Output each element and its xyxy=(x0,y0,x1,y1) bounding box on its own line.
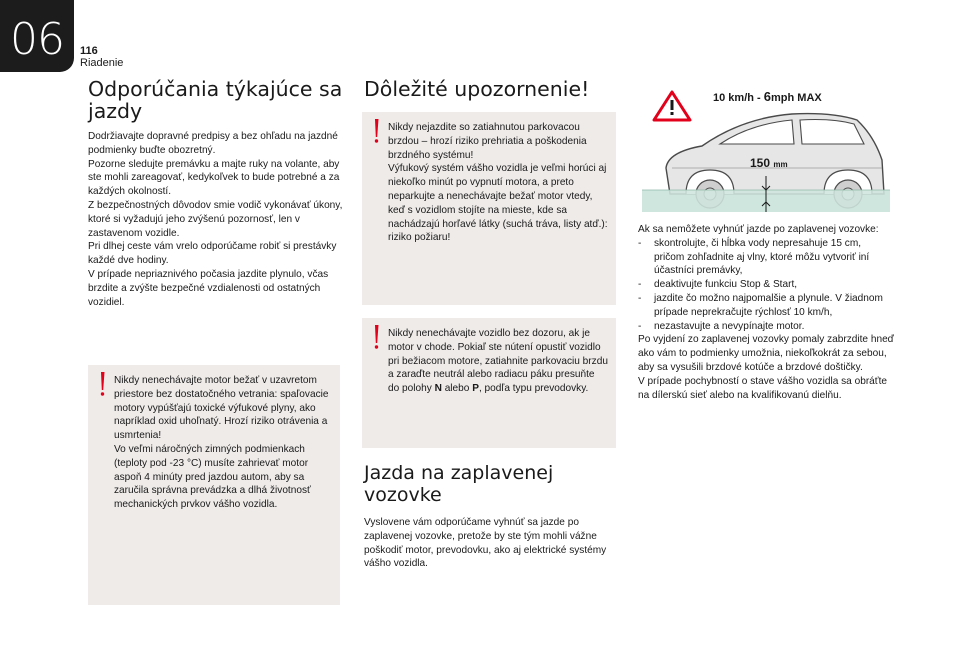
flood-illustration xyxy=(642,90,890,212)
exclamation-mark-icon xyxy=(372,118,380,144)
speed-mph-unit: mph xyxy=(771,92,795,104)
left-column xyxy=(88,78,346,309)
svg-text:10 km/h - 6mph MAX: 10 km/h - 6mph MAX xyxy=(713,90,822,104)
warning-text: Nikdy nenechávajte motor bežať v uzavretom priestore bez dostatočného vetrania: spaľovacie motory vypúšťajú toxické výfukové plyny, ako napríklad oxid uhoľnatý. Hrozí riziko otrávenia a usmrtenia! Vo veľmi náročných zimných podmienkach (teploty pod -23 °C) musíte zahrievať motor aspoň 4 minúty pred jazdou autom, aby sa zaručila správna prevádzka a dlhá životnosť mechanických prvkov vášho vozidla. xyxy=(114,375,329,511)
after-flood-text: Po vyjdení zo zaplavenej vozovky pomaly zabrzdite hneď ako vám to podmienky umožnia, niekoľkokrát za sebou, aby sa vysušili brzdové kotúče a brzdové doštičky. V prípade pochybností o stave vášho vozidla sa obráťte na dílerskú sieť alebo na kvalifikovanú dielňu. xyxy=(638,334,894,401)
warning-box-engine-enclosed xyxy=(88,365,340,605)
depth-value: 150 xyxy=(750,156,771,170)
depth-unit: mm xyxy=(773,160,788,169)
page-number: 116 xyxy=(80,45,98,57)
warning-triangle-icon xyxy=(654,92,690,120)
chapter-number: 06 xyxy=(10,14,64,65)
flood-title: Jazda na zaplavenej vozovke xyxy=(364,462,554,506)
exclamation-mark-icon xyxy=(98,371,106,397)
speed-max-label: MAX xyxy=(797,92,822,104)
recommendations-text: Dodržiavajte dopravné predpisy a bez ohľadu na jazdné podmienky buďte obozretný. Pozorne sledujte premávku a majte ruky na volante, aby ste mohli zareagovať, kedykoľvek to bude potrebné a za každých okolností. Z bezpečnostných dôvodov smie vodič vykonávať úkony, ktoré si vyžadujú jeho zvýšenú pozornosť, len v zastavenom vozidle. Pri dlhej ceste vám vrelo odporúčame robiť si prestávky každé dve hodiny. V prípade nepriaznivého počasia jazdite plynulo, včas brzdite a zvýšte bezpečné vzdialenosti od ostatných vozidiel. xyxy=(88,131,343,308)
warning-box-parking-brake xyxy=(362,112,616,305)
middle-column-title xyxy=(364,78,614,100)
flood-instructions-list xyxy=(638,237,894,334)
list-item: - nezastavujte a nevypínajte motor. xyxy=(638,320,894,334)
list-item: - skontrolujte, či hĺbka vody nepresahuje 15 cm, pričom zohľadnite aj vlny, ktoré môžu vytvoriť iní účastníci premávky, xyxy=(638,237,894,278)
speed-mph-value: 6 xyxy=(763,90,771,104)
chapter-tab xyxy=(0,0,74,72)
section-label: Riadenie xyxy=(80,57,124,69)
flood-section xyxy=(364,462,618,571)
list-item: - deaktivujte funkciu Stop & Start, xyxy=(638,278,894,292)
flood-text: Vyslovene vám odporúčame vyhnúť sa jazde po zaplavenej vozovke, pretože by ste tým mohli vážne poškodiť motor, prevodovku, ako aj elektrické systémy vášho vozidla. xyxy=(364,517,607,570)
recommendations-title: Odporúčania týkajúce sa jazdy xyxy=(88,77,343,123)
warning-text: Nikdy nejazdite so zatiahnutou parkovacou brzdou – hrozí riziko prehriatia a poškodenia brzdného systému! Výfukový systém vášho vozidla je veľmi horúci aj niekoľko minút po vypnutí motora, a preto neparkujte a nenechávajte bežať motor vtedy, keď s vozidlom stojíte na mieste, kde sa nachádzajú horľavé látky (suchá tráva, listy atď.): riziko požiaru! xyxy=(388,122,608,244)
flood-intro: Ak sa nemôžete vyhnúť jazde po zaplavenej vozovke: xyxy=(638,224,879,235)
warning-box-unattended xyxy=(362,318,616,448)
important-notice-title: Dôležité upozornenie! xyxy=(364,77,590,101)
exclamation-mark-icon xyxy=(372,324,380,350)
right-column-text xyxy=(638,223,894,402)
speed-kmh-label: 10 km/h xyxy=(713,92,754,104)
list-item: - jazdite čo možno najpomalšie a plynule. V žiadnom prípade neprekračujte rýchlosť 10 km/h, xyxy=(638,292,894,320)
warning-text: Nikdy nenechávajte vozidlo bez dozoru, ak je motor v chode. Pokiaľ ste nútení opustiť vozidlo pri bežiacom motore, zatiahnite parkovaciu brzdu a zaraďte neutrál alebo radiacu páku presuňte do polohy N alebo P, podľa typu prevodovky. xyxy=(388,328,608,395)
